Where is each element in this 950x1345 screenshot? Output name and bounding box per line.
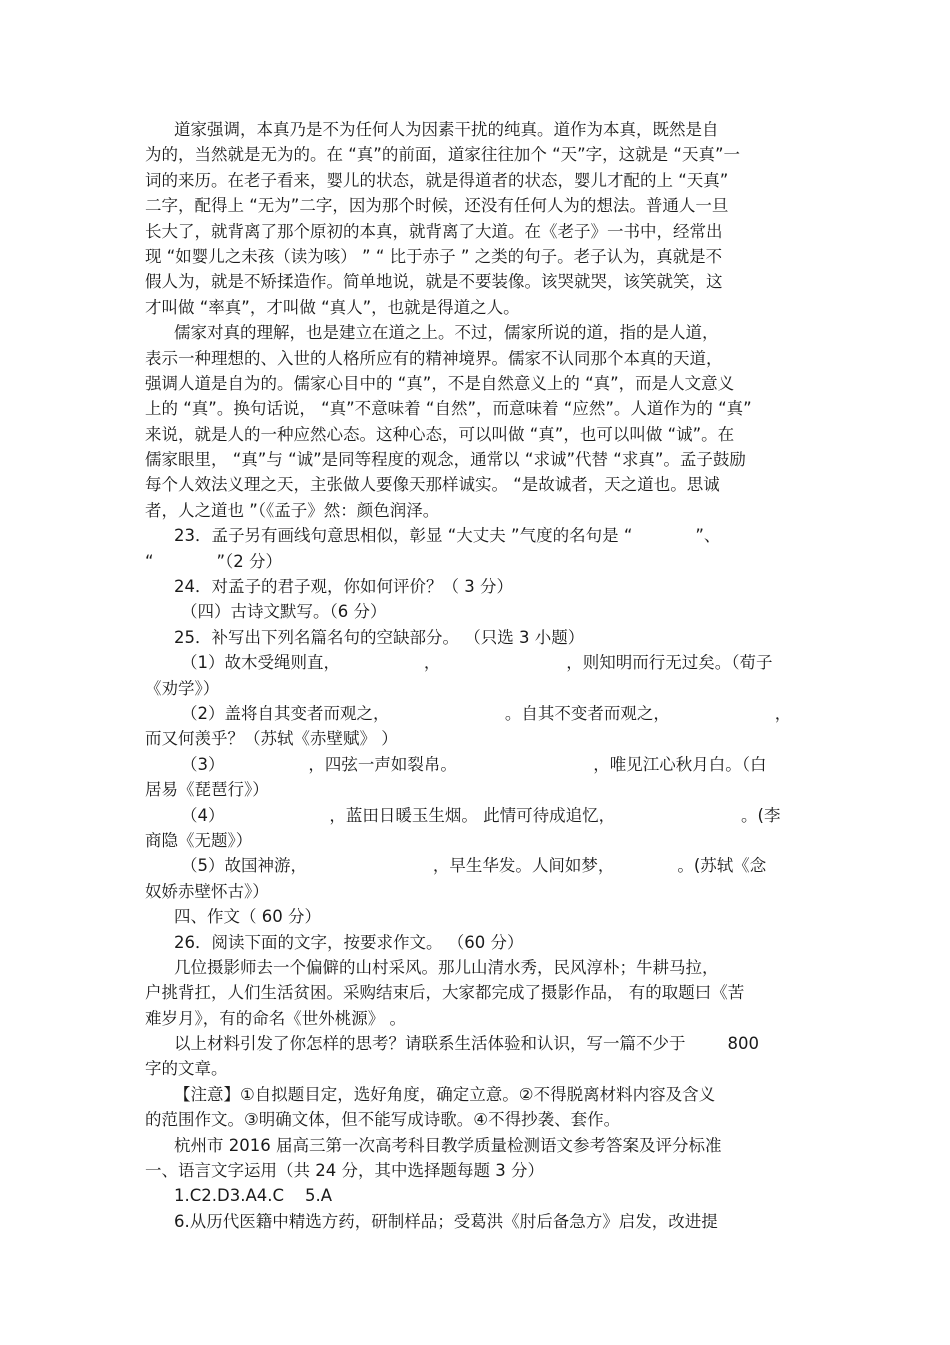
text-line: 23．孟子另有画线句意思相似，彰显 “大丈夫 ”气度的名句是 “ ”、: [174, 526, 721, 546]
text-line: 字的文章。: [145, 1059, 228, 1079]
text-line: 难岁月》，有的命名《世外桃源》 。: [145, 1008, 406, 1028]
text-line: 词的来历。在老子看来，婴儿的状态，就是得道者的状态，婴儿才配的上 “天真”: [145, 170, 729, 190]
text-line: 几位摄影师去一个偏僻的山村采风。那儿山清水秀，民风淳朴；牛耕马拉，: [174, 957, 719, 977]
text-line: “ ”（2 分）: [145, 551, 283, 571]
text-line: 才叫做 “率真”，才叫做 “真人”，也就是得道之人。: [145, 297, 520, 317]
text-line: 一、语言文字运用（共 24 分，其中选择题每题 3 分）: [145, 1161, 544, 1181]
text-line: （四）古诗文默写。（6 分）: [181, 602, 387, 622]
text-line: 《劝学》）: [145, 678, 220, 698]
text-line: （3） ，四弦一声如裂帛。 ，唯见江心秋月白。（白: [181, 754, 767, 774]
text-line: 表示一种理想的、入世的人格所应有的精神境界。儒家不认同那个本真的天道，: [145, 348, 723, 368]
text-line: 26．阅读下面的文字，按要求作文。 （60 分）: [174, 932, 524, 952]
text-line: 杭州市 2016 届高三第一次高考科目教学质量检测语文参考答案及评分标准: [174, 1135, 722, 1155]
text-line: 24．对孟子的君子观，你如何评价？（ 3 分）: [174, 577, 513, 597]
text-line: 来说，就是人的一种应然心态。这种心态，可以叫做 “真”，也可以叫做 “诚”。在: [145, 424, 735, 444]
text-line: 商隐《无题》）: [145, 830, 253, 850]
text-line: 道家强调，本真乃是不为任何人为因素干扰的纯真。道作为本真，既然是自: [174, 120, 719, 139]
text-line: 而又何羡乎？（苏轼《赤壁赋》 ）: [145, 729, 398, 749]
text-line: （2）盖将自其变者而观之， 。自其不变者而观之， ，: [181, 703, 792, 723]
text-line: 居易《琵琶行》）: [145, 780, 269, 800]
text-line: 6.从历代医籍中精选方药，研制样品；受葛洪《肘后备急方》启发，改进提: [174, 1211, 718, 1231]
text-line: 者，人之道也 ”（《孟子》然：颜色润泽。: [145, 500, 440, 520]
text-line: 长大了，就背离了那个原初的本真，就背离了大道。在《老子》一书中，经常出: [145, 221, 723, 241]
text-line: 二字，配得上 “无为”二字，因为那个时候，还没有任何人为的想法。普通人一旦: [145, 196, 729, 216]
text-line: 1.C2.D3.A4.C 5.A: [174, 1186, 333, 1206]
text-line: （4） ，蓝田日暖玉生烟。 此情可待成追忆， 。(李: [181, 805, 781, 825]
text-line: 25．补写出下列名篇名句的空缺部分。 （只选 3 小题）: [174, 627, 585, 647]
text-line: 为的，当然就是无为的。在 “真”的前面，道家往往加个 “天”字，这就是 “天真”一: [145, 145, 741, 165]
text-line: 以上材料引发了你怎样的思考？请联系生活体验和认识，写一篇不少于 800: [174, 1034, 759, 1054]
text-line: 儒家对真的理解，也是建立在道之上。不过，儒家所说的道，指的是人道，: [174, 323, 719, 343]
text-line: 四、作文（ 60 分）: [174, 907, 321, 927]
text-line: 假人为，就是不矫揉造作。简单地说，就是不要装像。该哭就哭，该笑就笑，这: [145, 272, 723, 292]
text-line: 上的 “真”。换句话说， “真”不意味着 “自然”，而意味着 “应然”。人道作为的 “真”: [145, 399, 752, 419]
text-line: 户挑背扛，人们生活贫困。采购结束后，大家都完成了摄影作品， 有的取题曰《苦: [145, 983, 745, 1003]
document-page: [145, 117, 820, 1234]
text-line: （1）故木受绳则直， ， ，则知明而行无过矣。（荀子: [181, 653, 773, 673]
text-line: 【注意】①自拟题目定，选好角度，确定立意。②不得脱离材料内容及含义: [174, 1084, 716, 1104]
text-line: 儒家眼里， “真”与 “诚”是同等程度的观念，通常以 “求诚”代替 “求真”。孟子鼓励: [145, 450, 746, 470]
text-line: 强调人道是自为的。儒家心目中的 “真”，不是自然意义上的 “真”，而是人文意义: [145, 373, 735, 393]
text-line: （5）故国神游， ，早生华发。人间如梦， 。(苏轼《念: [181, 856, 767, 876]
text-line: 现 “如婴儿之未孩（读为咳） ” “ 比于赤子 ” 之类的句子。老子认为，真就是不: [145, 246, 723, 266]
text-line: 奴娇赤壁怀古》）: [145, 881, 269, 901]
text-line: 每个人效法义理之天，主张做人要像天那样诚实。 “是故诚者，天之道也。思诚: [145, 475, 720, 495]
text-line: 的范围作文。③明确文体，但不能写成诗歌。④不得抄袭、套作。: [145, 1110, 621, 1130]
